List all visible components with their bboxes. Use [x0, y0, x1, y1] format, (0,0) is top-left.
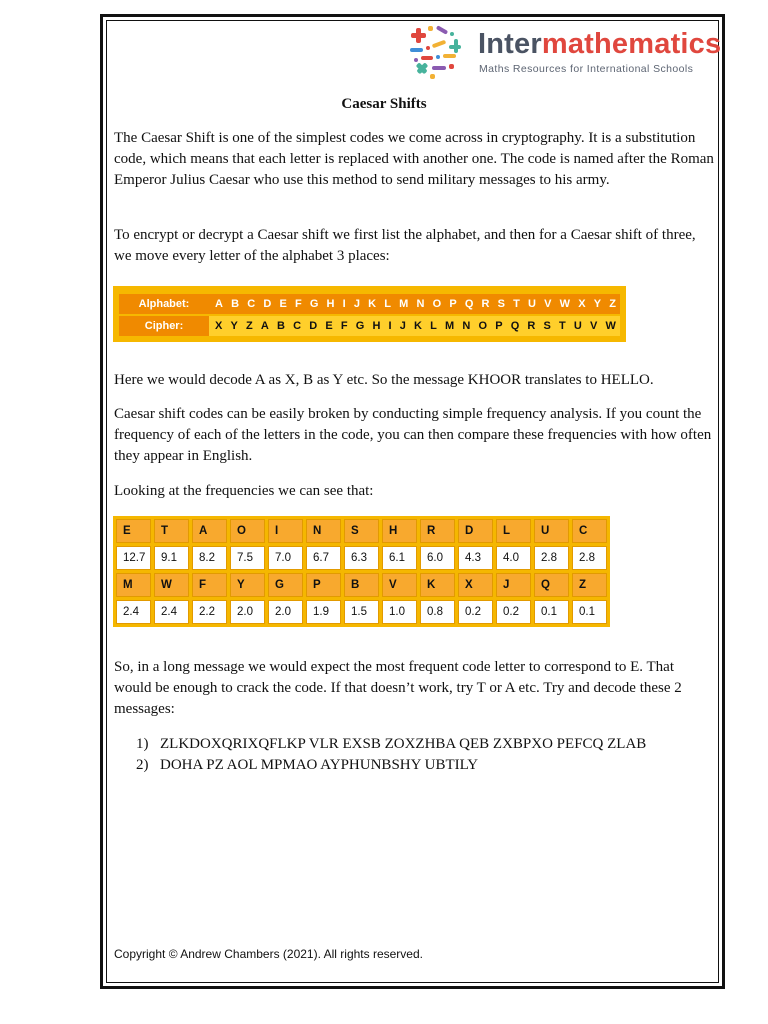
alphabet-letter: I	[342, 298, 346, 310]
alphabet-letter: Z	[609, 298, 616, 310]
cipher-letter: R	[527, 320, 536, 332]
message-text: DOHA PZ AOL MPMAO AYPHUNBSHY UBTILY	[160, 757, 479, 773]
cipher-letter: C	[293, 320, 302, 332]
frequency-value-cell: 7.0	[268, 546, 303, 570]
page-title: Caesar Shifts	[341, 96, 427, 112]
cipher-letter: S	[543, 320, 551, 332]
cipher-letter: M	[445, 320, 455, 332]
frequency-letter-cell: V	[382, 573, 417, 597]
alphabet-letter: Y	[593, 298, 602, 310]
frequency-letter-cell: E	[116, 519, 151, 543]
cipher-letters	[209, 316, 620, 336]
frequency-letter-cell: T	[154, 519, 189, 543]
cipher-letter: W	[605, 320, 616, 332]
intro-paragraph: The Caesar Shift is one of the simplest codes we come across in cryptography. It is a substitution code, which means that each letter is replaced with another one. The code is named after the Roman Emperor Julius Caesar who use this method to send military messages to his army.	[114, 130, 714, 188]
frequency-value-cell: 4.3	[458, 546, 493, 570]
cipher-table	[113, 286, 626, 342]
cipher-letter: O	[478, 320, 488, 332]
frequency-letter-cell: I	[268, 519, 303, 543]
alphabet-letter: G	[309, 298, 319, 310]
alphabet-letters	[209, 294, 620, 314]
message-number: 1)	[136, 736, 149, 752]
frequency-value-cell: 1.5	[344, 600, 379, 624]
frequency-value-cell: 0.2	[496, 600, 531, 624]
alphabet-letter: E	[279, 298, 287, 310]
alphabet-letter: X	[578, 298, 586, 310]
alphabet-letter: L	[384, 298, 391, 310]
cipher-letter: E	[325, 320, 333, 332]
frequency-letter-cell: K	[420, 573, 455, 597]
frequency-letter-cell: P	[306, 573, 341, 597]
cipher-letter: N	[462, 320, 471, 332]
cipher-letter: B	[277, 320, 285, 332]
frequency-value-cell: 4.0	[496, 546, 531, 570]
conclusion-paragraph: So, in a long message we would expect the most frequent code letter to correspond to E. That would be enough to crack the code. If that doesn’t work, try T or A etc. Try and decode these 2 messages:	[114, 659, 682, 717]
frequency-value-cell: 12.7	[116, 546, 151, 570]
frequency-letter-cell: Q	[534, 573, 569, 597]
frequency-value-cell: 2.2	[192, 600, 227, 624]
decode-paragraph: Here we would decode A as X, B as Y etc. So the message KHOOR translates to HELLO.	[114, 372, 654, 388]
frequency-value-cell: 2.4	[116, 600, 151, 624]
cipher-letter: Y	[230, 320, 238, 332]
alphabet-letter: H	[326, 298, 335, 310]
frequency-letter-cell: G	[268, 573, 303, 597]
frequency-value-cell: 0.1	[534, 600, 569, 624]
frequency-letter-cell: W	[154, 573, 189, 597]
frequency-letter-cell: Y	[230, 573, 265, 597]
alphabet-label: Alphabet:	[119, 294, 209, 314]
alphabet-letter: Q	[464, 298, 474, 310]
frequency-letters-row-1	[116, 519, 607, 543]
message-list	[136, 734, 646, 776]
frequency-letter-cell: R	[420, 519, 455, 543]
message-number: 2)	[136, 757, 149, 773]
frequency-letter-cell: N	[306, 519, 341, 543]
frequency-paragraph: Caesar shift codes can be easily broken by conducting simple frequency analysis. If you count the frequency of each of the letters in the code, you can then compare these frequencies with how often they appear in English.	[114, 406, 712, 464]
frequency-letter-cell: D	[458, 519, 493, 543]
frequency-value-cell: 6.0	[420, 546, 455, 570]
frequency-value-cell: 1.9	[306, 600, 341, 624]
alphabet-letter: S	[497, 298, 505, 310]
alphabet-letter: F	[294, 298, 302, 310]
frequency-letter-cell: X	[458, 573, 493, 597]
frequency-value-cell: 0.2	[458, 600, 493, 624]
frequency-value-cell: 6.7	[306, 546, 341, 570]
frequency-value-cell: 6.3	[344, 546, 379, 570]
cipher-letter: P	[495, 320, 503, 332]
frequency-value-cell: 0.1	[572, 600, 607, 624]
frequency-value-cell: 9.1	[154, 546, 189, 570]
logo-name-part2: mathematics	[541, 28, 722, 60]
cipher-letter: J	[399, 320, 406, 332]
frequency-values-row-2	[116, 600, 607, 624]
frequency-letter-cell: A	[192, 519, 227, 543]
frequency-letter-cell: O	[230, 519, 265, 543]
alphabet-row	[119, 294, 620, 314]
cipher-letter: F	[340, 320, 348, 332]
frequency-letter-cell: M	[116, 573, 151, 597]
copyright-notice: Copyright © Andrew Chambers (2021). All rights reserved.	[114, 947, 423, 961]
alphabet-letter: O	[432, 298, 442, 310]
looking-paragraph: Looking at the frequencies we can see that:	[114, 483, 374, 499]
cipher-letter: I	[388, 320, 392, 332]
cipher-letter: V	[590, 320, 598, 332]
cipher-letter: A	[260, 320, 269, 332]
cipher-letter: Z	[246, 320, 253, 332]
logo-tagline: Maths Resources for International Schools	[479, 63, 694, 75]
alphabet-letter: M	[399, 298, 409, 310]
alphabet-letter: N	[416, 298, 425, 310]
alphabet-letter: C	[247, 298, 256, 310]
frequency-table	[113, 516, 610, 627]
alphabet-letter: D	[263, 298, 272, 310]
frequency-value-cell: 2.0	[268, 600, 303, 624]
message-item	[136, 734, 646, 755]
cipher-letter: U	[573, 320, 582, 332]
frequency-letter-cell: H	[382, 519, 417, 543]
frequency-letters-row-2	[116, 573, 607, 597]
frequency-value-cell: 1.0	[382, 600, 417, 624]
frequency-value-cell: 2.8	[534, 546, 569, 570]
cipher-row	[119, 316, 620, 336]
frequency-letter-cell: C	[572, 519, 607, 543]
logo-name-part1: Inter	[478, 28, 542, 60]
cipher-letter: L	[430, 320, 437, 332]
cipher-letter: K	[414, 320, 422, 332]
cipher-letter: H	[372, 320, 381, 332]
frequency-letter-cell: S	[344, 519, 379, 543]
frequency-letter-cell: U	[534, 519, 569, 543]
frequency-letter-cell: J	[496, 573, 531, 597]
alphabet-letter: U	[528, 298, 536, 310]
logo-wordmark	[478, 28, 721, 61]
alphabet-letter: P	[449, 298, 457, 310]
frequency-value-cell: 0.8	[420, 600, 455, 624]
frequency-value-cell: 2.0	[230, 600, 265, 624]
logo-symbols-icon	[406, 24, 466, 82]
message-item	[136, 755, 646, 776]
alphabet-letter: W	[559, 298, 571, 310]
frequency-values-row-1	[116, 546, 607, 570]
frequency-letter-cell: F	[192, 573, 227, 597]
alphabet-letter: V	[544, 298, 552, 310]
frequency-value-cell: 2.4	[154, 600, 189, 624]
alphabet-letter: A	[215, 298, 223, 310]
frequency-value-cell: 7.5	[230, 546, 265, 570]
cipher-letter: T	[559, 320, 566, 332]
frequency-value-cell: 6.1	[382, 546, 417, 570]
alphabet-letter: K	[368, 298, 377, 310]
frequency-letter-cell: Z	[572, 573, 607, 597]
alphabet-letter: R	[481, 298, 490, 310]
frequency-letter-cell: L	[496, 519, 531, 543]
intermathematics-logo	[406, 24, 722, 82]
cipher-letter: G	[355, 320, 365, 332]
cipher-label: Cipher:	[119, 316, 209, 336]
cipher-letter: D	[309, 320, 318, 332]
cipher-letter: Q	[510, 320, 520, 332]
alphabet-letter: T	[513, 298, 520, 310]
alphabet-letter: J	[353, 298, 360, 310]
message-text: ZLKDOXQRIXQFLKP VLR EXSB ZOXZHBA QEB ZXBPXO PEFCQ ZLAB	[160, 736, 647, 752]
frequency-letter-cell: B	[344, 573, 379, 597]
frequency-value-cell: 2.8	[572, 546, 607, 570]
alphabet-letter: B	[231, 298, 240, 310]
encrypt-paragraph: To encrypt or decrypt a Caesar shift we first list the alphabet, and then for a Caesar shift of three, we move every letter of the alphabet 3 places:	[114, 227, 696, 264]
frequency-value-cell: 8.2	[192, 546, 227, 570]
cipher-letter: X	[215, 320, 223, 332]
